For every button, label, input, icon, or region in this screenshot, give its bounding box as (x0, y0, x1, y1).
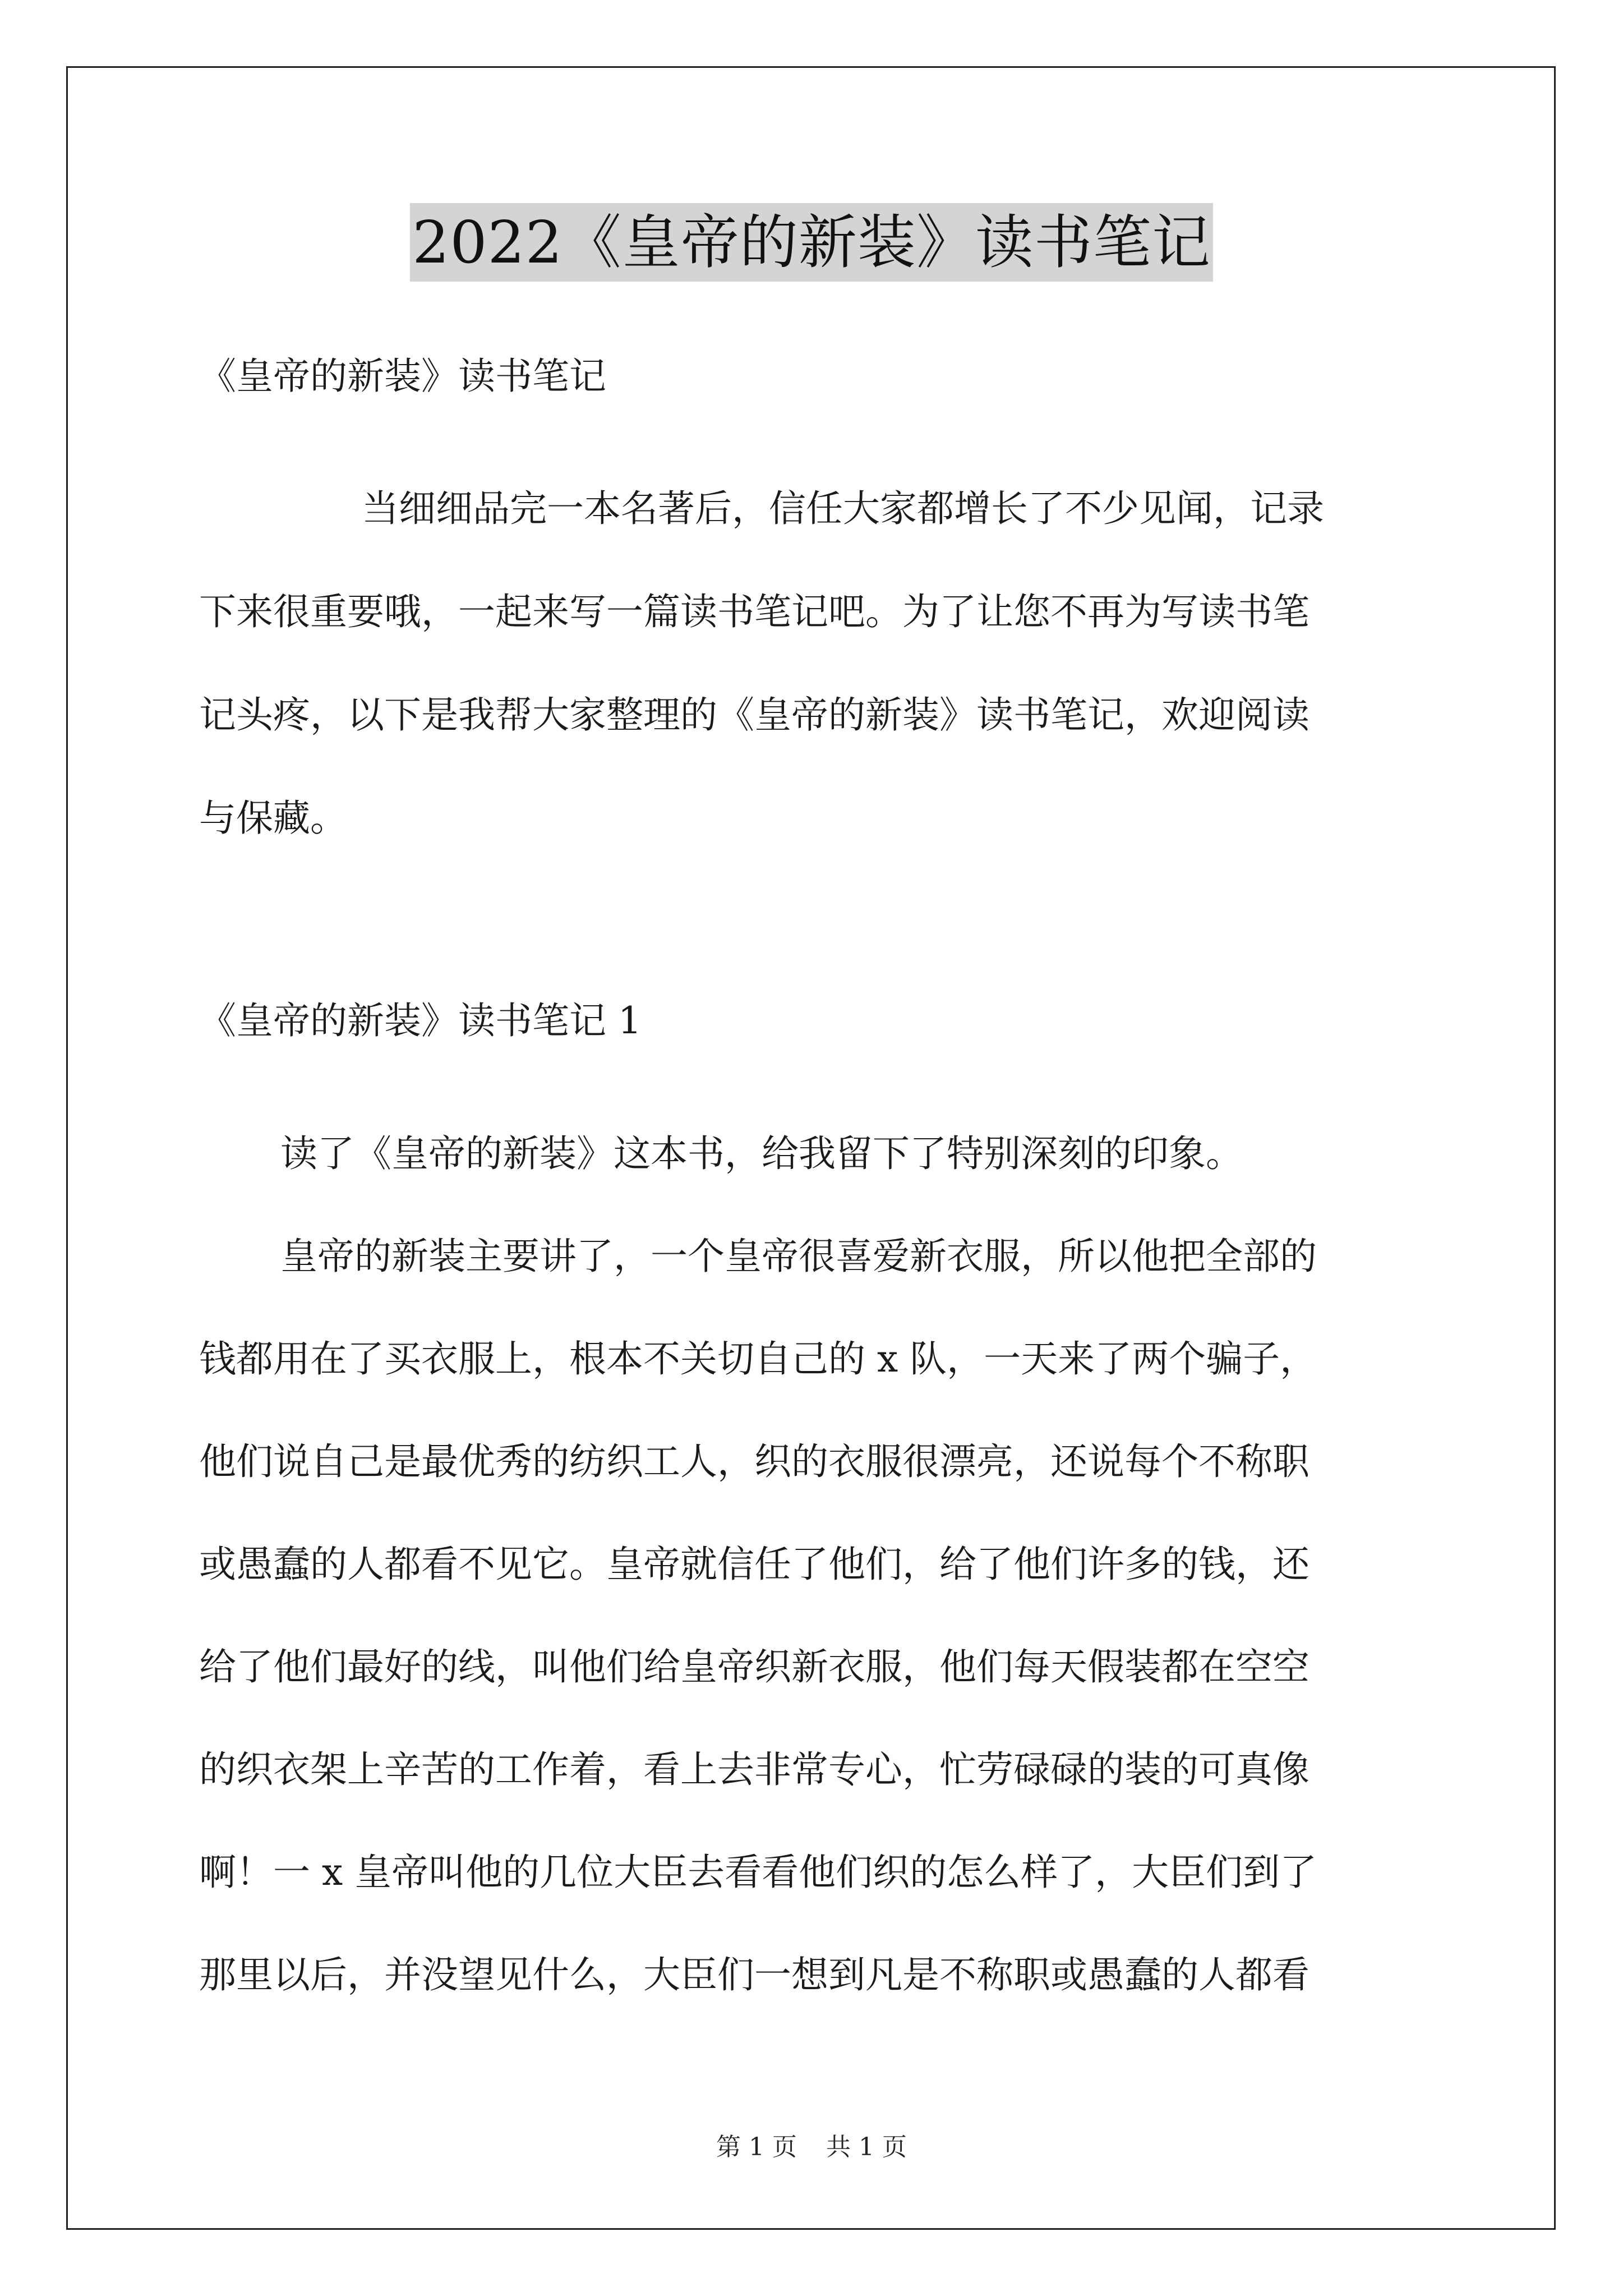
title-container (0, 203, 1623, 282)
intro-line: 当细细品完一本名著后，信任大家都增长了不少见闻，记录 (362, 487, 1324, 530)
body-line: 读了《皇帝的新装》这本书，给我留下了特别深刻的印象。 (280, 1132, 1243, 1175)
document-title: 2022《皇帝的新装》读书笔记 (410, 203, 1213, 282)
body-line: 他们说自己是最优秀的纺织工人，织的衣服很漂亮，还说每个不称职 (199, 1440, 1310, 1483)
document-subtitle: 《皇帝的新装》读书笔记 (199, 355, 606, 398)
body-line: 或愚蠢的人都看不见它。皇帝就信任了他们，给了他们许多的钱，还 (199, 1543, 1310, 1586)
page-total: 共 1 页 (826, 2133, 907, 2161)
intro-paragraph (199, 457, 1433, 870)
page-footer (0, 2131, 1623, 2164)
body-line: 的织衣架上辛苦的工作着，看上去非常专心，忙劳碌碌的装的可真像 (199, 1748, 1310, 1791)
page-number: 第 1 页 (716, 2133, 797, 2161)
intro-line: 下来很重要哦，一起来写一篇读书笔记吧。为了让您不再为写读书笔 (199, 590, 1310, 633)
body-line: 啊！一 x 皇帝叫他的几位大臣去看看他们织的怎么样了，大臣们到了 (199, 1851, 1317, 1894)
section-body (199, 1102, 1433, 2026)
body-line: 给了他们最好的线，叫他们给皇帝织新衣服，他们每天假装都在空空 (199, 1645, 1310, 1688)
section-heading: 《皇帝的新装》读书笔记 1 (199, 999, 642, 1042)
body-line: 钱都用在了买衣服上，根本不关切自己的 x 队，一天来了两个骗子， (199, 1337, 1317, 1381)
body-line: 皇帝的新装主要讲了，一个皇帝很喜爱新衣服，所以他把全部的 (280, 1235, 1317, 1278)
body-line: 那里以后，并没望见什么，大臣们一想到凡是不称职或愚蠢的人都看 (199, 1953, 1310, 1996)
intro-line: 记头疼，以下是我帮大家整理的《皇帝的新装》读书笔记，欢迎阅读 (199, 693, 1310, 737)
intro-line: 与保藏。 (199, 797, 347, 840)
